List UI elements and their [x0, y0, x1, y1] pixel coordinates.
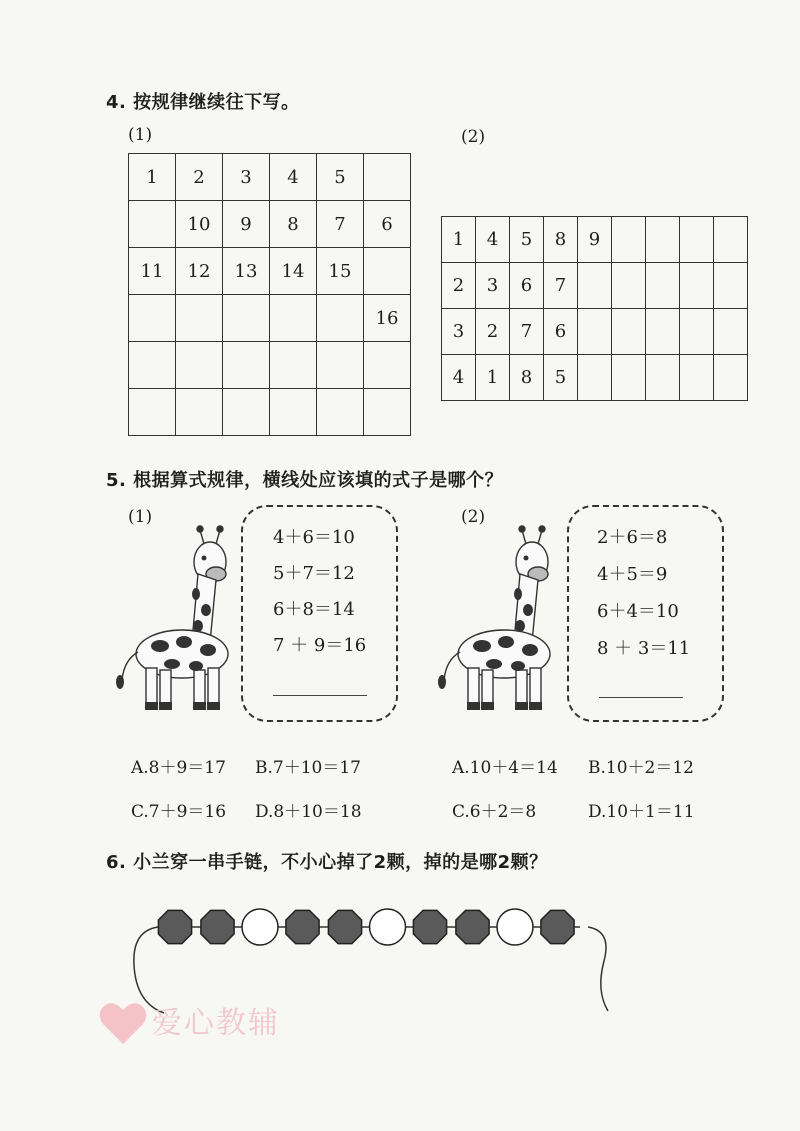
equation-line: 6＋4＝10 — [597, 601, 679, 622]
q5-1-option-b[interactable]: B.7＋10＝17 — [255, 758, 361, 778]
grid-cell[interactable] — [646, 355, 680, 401]
grid-cell: 13 — [223, 248, 270, 295]
bead-dark — [201, 910, 234, 943]
q5-1-option-d[interactable]: D.8＋10＝18 — [255, 802, 362, 822]
answer-blank-2[interactable] — [599, 697, 683, 698]
grid-cell[interactable] — [129, 342, 176, 389]
grid-cell: 7 — [510, 309, 544, 355]
grid-cell: 10 — [176, 201, 223, 248]
q4-part2-label: (2) — [461, 127, 486, 147]
grid-row — [129, 342, 411, 389]
grid-cell: 6 — [510, 263, 544, 309]
grid-cell: 4 — [270, 154, 317, 201]
grid-cell[interactable] — [680, 263, 714, 309]
q5-title: 5. 根据算式规律，横线处应该填的式子是哪个？ — [106, 470, 504, 491]
bead-dark — [541, 910, 574, 943]
grid-cell[interactable] — [364, 248, 411, 295]
grid-cell[interactable] — [223, 342, 270, 389]
grid-cell: 12 — [176, 248, 223, 295]
bead-dark — [328, 910, 361, 943]
grid-cell[interactable] — [129, 389, 176, 436]
grid-cell[interactable] — [612, 217, 646, 263]
grid-cell[interactable] — [714, 355, 748, 401]
grid-cell[interactable] — [317, 295, 364, 342]
grid-cell: 14 — [270, 248, 317, 295]
grid-cell[interactable] — [364, 342, 411, 389]
grid-row — [442, 355, 748, 401]
grid-row — [129, 154, 411, 201]
equation-line: 4＋5＝9 — [597, 564, 668, 585]
equation-line: 8 ＋ 3＝11 — [597, 638, 691, 659]
grid-cell[interactable] — [578, 309, 612, 355]
grid-cell: 6 — [544, 309, 578, 355]
equation-line: 2＋6＝8 — [597, 527, 668, 548]
q5-2-option-d[interactable]: D.10＋1＝11 — [588, 802, 695, 822]
equation-line: 6＋8＝14 — [273, 599, 355, 620]
grid-cell[interactable] — [612, 263, 646, 309]
grid-cell: 4 — [476, 217, 510, 263]
equation-line: 5＋7＝12 — [273, 563, 355, 584]
q6-title: 6. 小兰穿一串手链，不小心掉了2颗，掉的是哪2颗？ — [106, 852, 548, 873]
grid-cell: 16 — [364, 295, 411, 342]
giraffe-illustration-2 — [434, 522, 560, 718]
grid-cell[interactable] — [646, 217, 680, 263]
grid-cell: 15 — [317, 248, 364, 295]
grid-row — [442, 309, 748, 355]
grid-cell[interactable] — [270, 342, 317, 389]
grid-cell: 2 — [176, 154, 223, 201]
grid-cell[interactable] — [646, 309, 680, 355]
grid-cell[interactable] — [129, 201, 176, 248]
grid-cell[interactable] — [714, 263, 748, 309]
grid-cell: 4 — [442, 355, 476, 401]
q5-2-option-c[interactable]: C.6＋2＝8 — [452, 802, 537, 822]
grid-cell: 9 — [223, 201, 270, 248]
grid-cell: 3 — [442, 309, 476, 355]
equation-line: 7 ＋ 9＝16 — [273, 635, 367, 656]
grid-cell[interactable] — [364, 389, 411, 436]
bead-white — [242, 909, 278, 945]
grid-cell[interactable] — [176, 295, 223, 342]
grid-cell: 5 — [544, 355, 578, 401]
equation-box-1 — [241, 505, 398, 722]
grid-cell: 7 — [317, 201, 364, 248]
q4-part1-label: (1) — [128, 125, 153, 145]
q5-part1-label: (1) — [128, 507, 153, 527]
grid-row — [442, 217, 748, 263]
grid-cell[interactable] — [578, 355, 612, 401]
grid-cell[interactable] — [680, 217, 714, 263]
grid-cell: 1 — [476, 355, 510, 401]
grid-cell[interactable] — [223, 295, 270, 342]
grid-cell[interactable] — [270, 389, 317, 436]
grid-cell: 6 — [364, 201, 411, 248]
grid-cell[interactable] — [646, 263, 680, 309]
heart-icon — [98, 1000, 148, 1046]
bracelet-string-right — [588, 927, 608, 1011]
grid-cell: 2 — [476, 309, 510, 355]
grid-cell[interactable] — [612, 355, 646, 401]
q5-1-option-c[interactable]: C.7＋9＝16 — [131, 802, 227, 822]
grid-cell: 3 — [476, 263, 510, 309]
grid-row — [129, 295, 411, 342]
grid-cell: 1 — [442, 217, 476, 263]
q4-title: 4. 按规律继续往下写。 — [106, 92, 300, 113]
watermark-text: 爱心教辅 — [152, 1006, 280, 1041]
grid-cell: 7 — [544, 263, 578, 309]
bead-white — [497, 909, 533, 945]
q5-2-option-b[interactable]: B.10＋2＝12 — [588, 758, 694, 778]
grid-row — [129, 201, 411, 248]
grid-cell[interactable] — [714, 217, 748, 263]
q5-part2-label: (2) — [461, 507, 486, 527]
q5-2-option-a[interactable]: A.10＋4＝14 — [452, 758, 558, 778]
equation-line: 4＋6＝10 — [273, 527, 355, 548]
grid-cell[interactable] — [129, 295, 176, 342]
grid-cell[interactable] — [270, 295, 317, 342]
grid-cell: 9 — [578, 217, 612, 263]
grid-cell[interactable] — [176, 389, 223, 436]
bead-dark — [286, 910, 319, 943]
grid-cell[interactable] — [578, 263, 612, 309]
grid-cell: 8 — [270, 201, 317, 248]
bead-dark — [456, 910, 489, 943]
bead-white — [370, 909, 406, 945]
answer-blank-1[interactable] — [273, 695, 367, 696]
grid-cell: 8 — [544, 217, 578, 263]
grid-cell: 5 — [510, 217, 544, 263]
grid-cell[interactable] — [223, 389, 270, 436]
grid-cell[interactable] — [176, 342, 223, 389]
grid-cell[interactable] — [714, 309, 748, 355]
giraffe-illustration-1 — [112, 522, 238, 718]
bead-dark — [158, 910, 191, 943]
grid-cell[interactable] — [612, 309, 646, 355]
grid-cell[interactable] — [364, 154, 411, 201]
grid-cell: 8 — [510, 355, 544, 401]
grid-cell[interactable] — [680, 355, 714, 401]
grid-cell: 11 — [129, 248, 176, 295]
equation-box-2 — [567, 505, 724, 722]
grid-cell: 5 — [317, 154, 364, 201]
grid-cell: 2 — [442, 263, 476, 309]
grid-cell: 3 — [223, 154, 270, 201]
grid-cell: 1 — [129, 154, 176, 201]
bead-dark — [413, 910, 446, 943]
grid-row — [129, 389, 411, 436]
grid-cell[interactable] — [317, 342, 364, 389]
grid-row — [442, 263, 748, 309]
grid-cell[interactable] — [317, 389, 364, 436]
grid-row — [129, 248, 411, 295]
q5-1-option-a[interactable]: A.8＋9＝17 — [131, 758, 226, 778]
pattern-grid-1 — [128, 153, 411, 436]
grid-cell[interactable] — [680, 309, 714, 355]
pattern-grid-2 — [441, 216, 748, 401]
